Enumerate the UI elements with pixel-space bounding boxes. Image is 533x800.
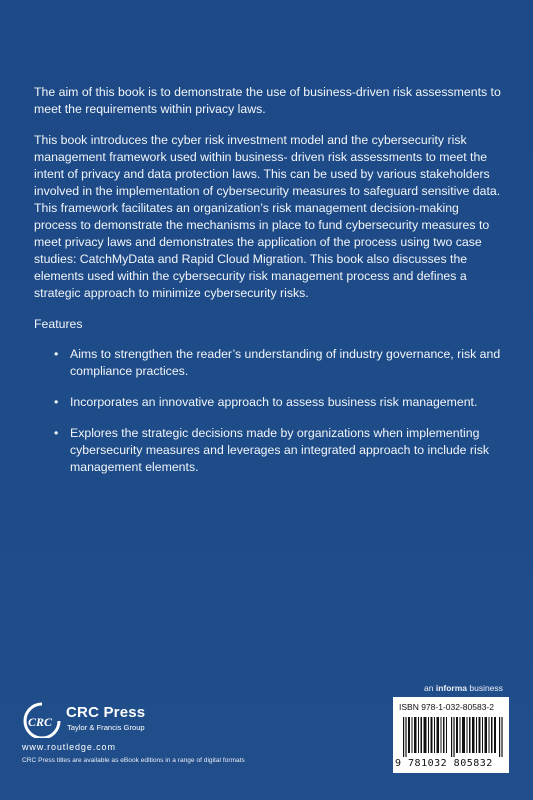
ebook-footnote: CRC Press titles are available as eBook editions in a range of digital formats	[22, 757, 245, 764]
publisher-group: Taylor & Francis Group	[67, 723, 145, 732]
features-list	[34, 346, 502, 476]
informa-brand: informa	[435, 683, 467, 693]
blurb	[34, 84, 502, 490]
barcode-digits: 9 781032 805832	[395, 758, 493, 769]
barcode-icon	[403, 717, 503, 757]
description-paragraph: This book introduces the cyber risk investment model and the cybersecurity risk management framework used within business- driven risk assessments to meet the intent of privacy and data protection laws. This can be used by various stakeholders involved in the implementation of cybersecurity measures to safeguard sensitive data. This framework facilitates an organization’s risk management decision-making process to demonstrate the mechanisms in place to fund cybersecurity measures to meet privacy laws and demonstrates the application of the process using two case studies: CatchMyData and Rapid Cloud Migration. This book also discusses the elements used within the cybersecurity risk management process and defines a strategic approach to minimize cybersecurity risks.	[34, 133, 501, 300]
feature-item: • Aims to strengthen the reader’s understanding of industry governance, risk and compliance practices.	[54, 346, 502, 380]
feature-item: • Explores the strategic decisions made by organizations when implementing cybersecurity measures and leverages an integrated approach to include risk management elements.	[54, 425, 502, 476]
crc-logo-icon	[22, 702, 62, 738]
intro-paragraph: The aim of this book is to demonstrate the use of business-driven risk assessments to meet the requirements within privacy laws.	[34, 85, 501, 116]
website-link[interactable]: www.routledge.com	[22, 742, 116, 752]
features-heading: Features	[34, 317, 83, 331]
barcode-panel	[393, 697, 509, 773]
informa-business-tagline: an informa business	[424, 683, 503, 693]
crc-logo-letters: CRC	[28, 715, 53, 729]
isbn-label: ISBN 978-1-032-80583-2	[399, 702, 494, 712]
crc-press-logo	[22, 700, 162, 742]
feature-item: • Incorporates an innovative approach to assess business risk management.	[54, 394, 502, 411]
publisher-name: CRC Press	[66, 704, 146, 721]
